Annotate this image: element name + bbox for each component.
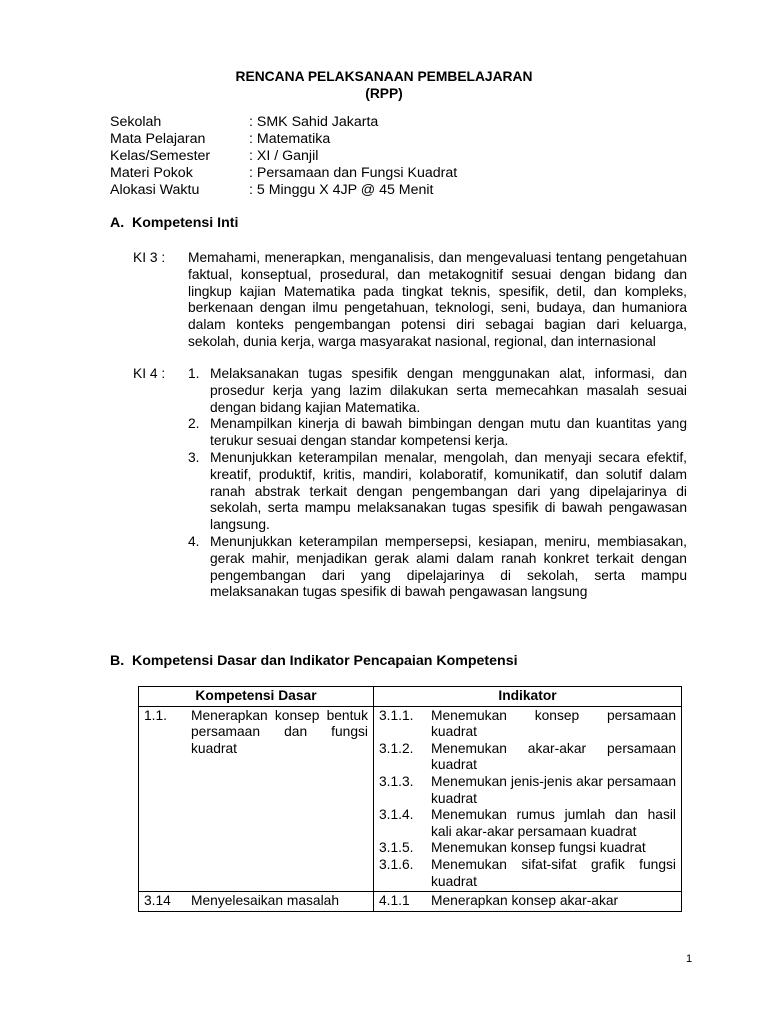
info-value: : 5 Minggu X 4JP @ 45 Menit bbox=[249, 182, 434, 198]
info-label: Alokasi Waktu bbox=[110, 182, 200, 198]
document-subtitle: (RPP) bbox=[365, 86, 403, 101]
table-row bbox=[139, 892, 682, 912]
info-label: Materi Pokok bbox=[110, 165, 193, 181]
ki4-block bbox=[133, 366, 687, 601]
list-item-number: 4. bbox=[188, 533, 200, 549]
document-title: RENCANA PELAKSANAAN PEMBELAJARAN bbox=[235, 69, 533, 84]
section-b-heading bbox=[110, 652, 518, 670]
list-item-text: Menunjukkan keterampilan mempersepsi, kesiapan, meniru, membiasakan, gerak mahir, menjadikan gerak alami dalam ranah konkret terkait dengan pengembangan dari yang dipelajarinya di sekolah, serta mampu melaksanakan tugas spesifik di bawah pengawasan langsung bbox=[210, 533, 687, 600]
indicator-number: 3.1.3. bbox=[379, 773, 414, 789]
ki3-label: KI 3 : bbox=[133, 250, 166, 265]
ki4-list bbox=[188, 366, 687, 601]
section-a-heading bbox=[110, 214, 238, 232]
info-label: Kelas/Semester bbox=[110, 148, 211, 164]
indicator-item bbox=[379, 807, 676, 840]
column-header-kompetensi-dasar: Kompetensi Dasar bbox=[139, 687, 374, 707]
indicator-number: 3.1.2. bbox=[379, 740, 414, 756]
indicator-number: 3.1.1. bbox=[379, 707, 414, 723]
indicator-text: Menemukan akar-akar persamaan kuadrat bbox=[431, 740, 676, 773]
section-letter: A. bbox=[110, 215, 125, 231]
section-title: Kompetensi Dasar dan Indikator Pencapaian Kompetensi bbox=[132, 653, 518, 669]
indicator-text: Menemukan konsep persamaan kuadrat bbox=[431, 707, 676, 740]
kd-cell bbox=[139, 706, 374, 892]
list-item bbox=[188, 534, 687, 601]
identity-block bbox=[110, 114, 457, 199]
section-letter: B. bbox=[110, 653, 125, 669]
info-row-alokasi-waktu bbox=[110, 182, 457, 199]
info-value: : SMK Sahid Jakarta bbox=[249, 114, 379, 130]
kd-number: 1.1. bbox=[144, 707, 168, 723]
list-item-number: 1. bbox=[188, 366, 200, 381]
list-item-text: Menunjukkan keterampilan menalar, mengolah, dan menyaji secara efektif, kreatif, produktif, kritis, mandiri, kolaboratif, komunikatif, dan solutif dalam ranah abstrak terkait dengan pengembangan dari yang dipelajarinya di sekolah, serta mampu melaksanakan tugas spesifik di bawah pengawasan langsung. bbox=[210, 449, 687, 533]
info-row-kelas-semester bbox=[110, 148, 457, 165]
indicator-text: Menemukan rumus jumlah dan hasil kali akar-akar persamaan kuadrat bbox=[431, 807, 676, 839]
indicator-number: 3.1.6. bbox=[379, 856, 414, 872]
indicator-number: 4.1.1 bbox=[379, 893, 410, 909]
info-value: : XI / Ganjil bbox=[249, 148, 319, 164]
indicator-item bbox=[379, 893, 676, 910]
info-row-materi-pokok bbox=[110, 165, 457, 182]
info-label: Mata Pelajaran bbox=[110, 131, 206, 147]
kd-indicator-table bbox=[138, 686, 682, 912]
page-number: 1 bbox=[686, 953, 693, 965]
indicator-number: 3.1.4. bbox=[379, 807, 414, 823]
ki3-block bbox=[133, 250, 687, 351]
indicator-item bbox=[379, 857, 676, 890]
indicator-item bbox=[379, 774, 676, 807]
list-item bbox=[188, 450, 687, 534]
list-item-number: 3. bbox=[188, 449, 200, 465]
table-header-row bbox=[139, 687, 682, 707]
indicator-cell bbox=[374, 706, 682, 892]
list-item bbox=[188, 366, 687, 416]
list-item-text: Melaksanakan tugas spesifik dengan menggunakan alat, informasi, dan prosedur kerja yang lazim dilakukan serta memecahkan masalah sesuai dengan bidang kajian Matematika. bbox=[210, 366, 687, 415]
kd-text: Menerapkan konsep bentuk persamaan dan fungsi kuadrat bbox=[191, 707, 368, 756]
indicator-item bbox=[379, 708, 676, 741]
info-row-sekolah bbox=[110, 114, 457, 131]
table-row bbox=[139, 706, 682, 892]
kd-number: 3.14 bbox=[144, 893, 171, 909]
info-label: Sekolah bbox=[110, 114, 162, 130]
list-item-number: 2. bbox=[188, 416, 200, 432]
kd-cell bbox=[139, 892, 374, 912]
indicator-item bbox=[379, 840, 676, 857]
indicator-number: 3.1.5. bbox=[379, 840, 414, 856]
indicator-cell bbox=[374, 892, 682, 912]
info-row-mata-pelajaran bbox=[110, 131, 457, 148]
indicator-text: Menemukan sifat-sifat grafik fungsi kuadrat bbox=[431, 856, 676, 889]
indicator-text: Menerapkan konsep akar-akar bbox=[431, 893, 619, 909]
ki4-label: KI 4 : bbox=[133, 366, 166, 381]
indicator-item bbox=[379, 741, 676, 774]
indicator-text: Menemukan jenis-jenis akar persamaan kuadrat bbox=[431, 773, 676, 806]
section-title: Kompetensi Inti bbox=[132, 215, 239, 231]
list-item-text: Menampilkan kinerja di bawah bimbingan dengan mutu dan kuantitas yang terukur sesuai dengan standar kompetensi kerja. bbox=[210, 416, 687, 449]
list-item bbox=[188, 416, 687, 450]
column-header-indikator: Indikator bbox=[374, 687, 682, 707]
ki3-text: Memahami, menerapkan, menganalisis, dan mengevaluasi tentang pengetahuan faktual, konseptual, prosedural, dan metakognitif sesuai dengan bidang dan lingkup kajian Matematika pada tingkat teknis, spesifik, detil, dan kompleks, berkenaan dengan ilmu pengetahuan, teknologi, seni, budaya, dan humaniora dalam konteks pengembangan potensi diri sebagai bagian dari keluarga, sekolah, dunia kerja, warga masyarakat nasional, regional, dan internasional bbox=[188, 250, 687, 349]
info-value: : Persamaan dan Fungsi Kuadrat bbox=[249, 165, 458, 181]
info-value: : Matematika bbox=[249, 131, 331, 147]
kd-text: Menyelesaikan masalah bbox=[191, 893, 340, 909]
indicator-text: Menemukan konsep fungsi kuadrat bbox=[431, 840, 646, 856]
